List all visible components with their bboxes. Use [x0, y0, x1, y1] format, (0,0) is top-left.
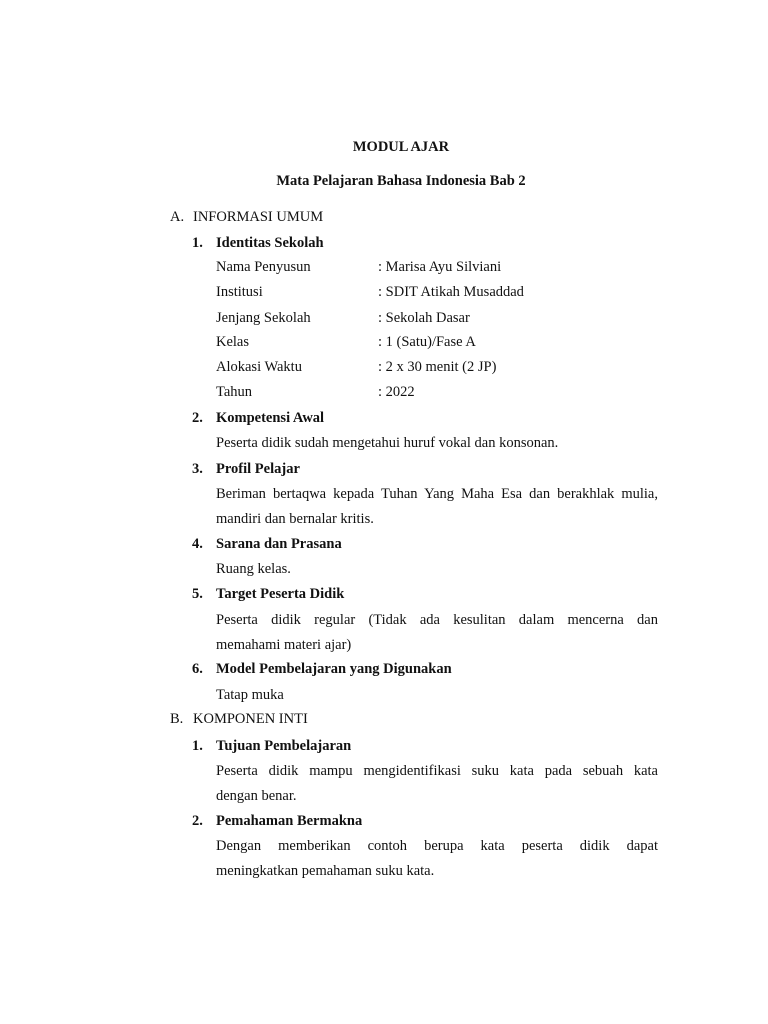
item-number: 3. — [192, 461, 203, 477]
item-body-line: meningkatkan pemahaman suku kata. — [216, 863, 435, 879]
section-a-letter: A. — [170, 209, 185, 225]
item-title-tujuan-pembelajaran: Tujuan Pembelajaran — [216, 738, 352, 754]
field-value-alokasi-waktu: : 2 x 30 menit (2 JP) — [378, 359, 497, 375]
field-label-kelas: Kelas — [216, 334, 250, 350]
document-title: MODUL AJAR — [352, 139, 450, 155]
item-body-line: Peserta didik regular (Tidak ada kesulitan dalam mencerna dan — [216, 612, 658, 628]
field-label-jenjang-sekolah: Jenjang Sekolah — [216, 310, 311, 326]
item-body-line: Peserta didik sudah mengetahui huruf vokal dan konsonan. — [216, 435, 559, 451]
item-body-line: Beriman bertaqwa kepada Tuhan Yang Maha Esa dan berakhlak mulia, — [216, 486, 658, 502]
item-body-line: Ruang kelas. — [216, 561, 291, 577]
item-number: 2. — [192, 813, 203, 829]
section-b-title: KOMPONEN INTI — [193, 711, 308, 727]
item-body-line: memahami materi ajar) — [216, 637, 352, 653]
item-title-profil-pelajar: Profil Pelajar — [216, 461, 300, 477]
item-body-line: Dengan memberikan contoh berupa kata peserta didik dapat — [216, 838, 658, 854]
item-title-pemahaman-bermakna: Pemahaman Bermakna — [216, 813, 363, 829]
document-subtitle: Mata Pelajaran Bahasa Indonesia Bab 2 — [276, 173, 526, 189]
item-body-line: Peserta didik mampu mengidentifikasi suku kata pada sebuah kata — [216, 763, 658, 779]
field-value-tahun: : 2022 — [378, 384, 415, 400]
item-title-target-peserta-didik: Target Peserta Didik — [216, 586, 345, 602]
section-a-title: INFORMASI UMUM — [193, 209, 324, 225]
field-label-institusi: Institusi — [216, 284, 263, 300]
item-body-line: dengan benar. — [216, 788, 297, 804]
item-title-sarana-prasana: Sarana dan Prasana — [216, 536, 342, 552]
section-b-letter: B. — [170, 711, 184, 727]
item-body-line: Tatap muka — [216, 687, 284, 703]
item-number: 4. — [192, 536, 203, 552]
field-value-nama-penyusun: : Marisa Ayu Silviani — [378, 259, 502, 275]
item-title-identitas-sekolah: Identitas Sekolah — [216, 235, 324, 251]
field-value-jenjang-sekolah: : Sekolah Dasar — [378, 310, 470, 326]
item-title-model-pembelajaran: Model Pembelajaran yang Digunakan — [216, 661, 452, 677]
item-title-kompetensi-awal: Kompetensi Awal — [216, 410, 325, 426]
item-number: 1. — [192, 738, 203, 754]
item-number: 5. — [192, 586, 203, 602]
item-number: 6. — [192, 661, 203, 677]
field-value-kelas: : 1 (Satu)/Fase A — [378, 334, 476, 350]
field-label-tahun: Tahun — [216, 384, 253, 400]
field-label-nama-penyusun: Nama Penyusun — [216, 259, 311, 275]
field-value-institusi: : SDIT Atikah Musaddad — [378, 284, 524, 300]
item-number: 2. — [192, 410, 203, 426]
field-label-alokasi-waktu: Alokasi Waktu — [216, 359, 302, 375]
item-number: 1. — [192, 235, 203, 251]
item-body-line: mandiri dan bernalar kritis. — [216, 511, 374, 527]
